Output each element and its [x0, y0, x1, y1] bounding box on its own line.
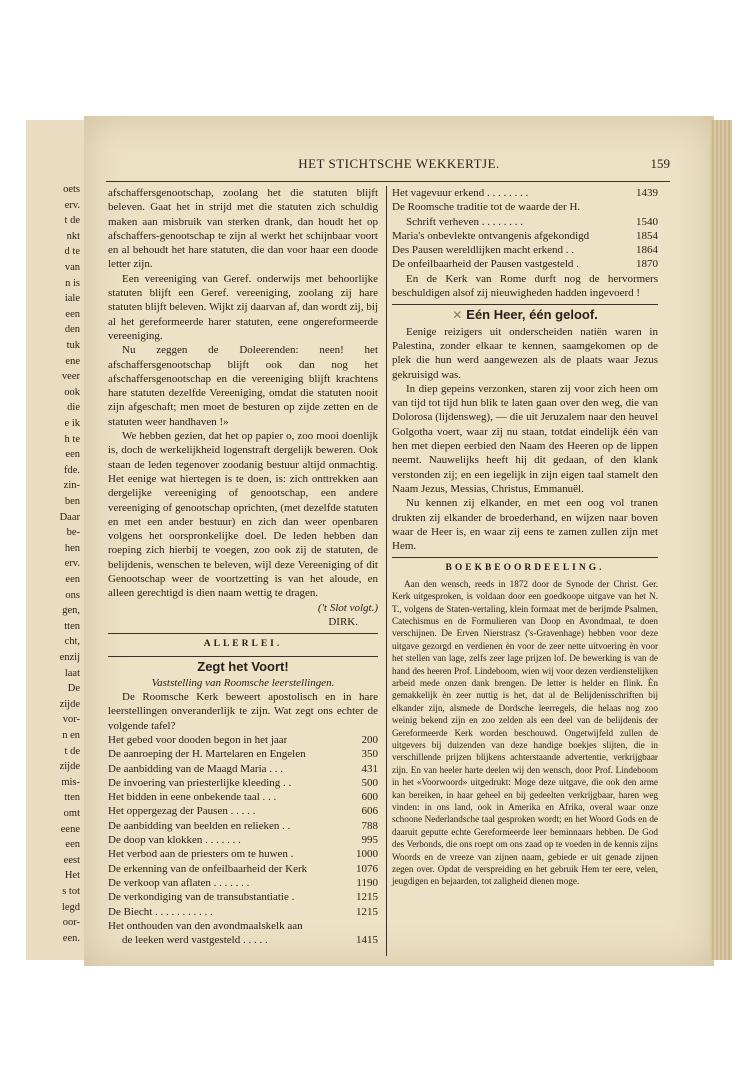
row-year: 1854 — [636, 229, 658, 242]
row-text: De aanbidding van de Maagd Maria . . . — [108, 762, 284, 775]
facing-page-fragment: den — [64, 324, 80, 336]
facing-page-fragment: die — [67, 402, 80, 414]
page-edges — [710, 120, 732, 960]
row-year: 431 — [361, 762, 378, 775]
row-text: De invoering van priesterlijke kleeding . . — [108, 776, 292, 789]
facing-page-fragment: hen — [64, 542, 80, 554]
row-year: 1215 — [356, 905, 378, 918]
facing-page-fragment: e ik — [64, 418, 80, 429]
page-title: HET STICHTSCHE WEKKERTJE. — [298, 156, 500, 171]
facing-page-fragment: n en — [62, 730, 80, 741]
facing-page-fragment: eest — [63, 854, 80, 866]
facing-page-fragment: tuk — [66, 340, 80, 351]
table-row — [108, 762, 378, 776]
facing-page-fragment: De — [67, 683, 80, 695]
row-year: 1190 — [356, 876, 378, 889]
paragraph: afschaffersgenootschap, zoolang het die statuten blijft beleven. Gaat het in strijd met die statuten zich schuldig maken aan misbruik van sterken drank, dan houdt het op afschaffers-genootschap te zijn al werkt het schijnbaar voort en al behoudt het hare statuten, die dan voor haar een doode letter zijn. — [108, 187, 378, 271]
facing-page-fragment: ons — [65, 589, 80, 601]
row-text: De verkondiging van de transubstantiatie . — [108, 891, 295, 904]
section-heading: ALLERLEI. — [203, 639, 283, 650]
column-divider — [386, 186, 387, 956]
row-text: De Biecht . . . . . . . . . . . — [108, 905, 213, 918]
facing-page-fragment: vor- — [62, 714, 80, 726]
facing-page-fragment: nkt — [66, 230, 80, 242]
paragraph: Een vereeniging van Geref. onderwijs met behoorlijke statuten blijft een Geref. vereeniging, zoolang zij hare statuten blijft beleven. Wijkt zij daarvan af, dan wordt zij, bij al het gereformeerde harer statuten, eene ongereformeerde vereeniging. — [108, 272, 378, 342]
book-review — [392, 578, 658, 888]
facing-page-fragment: n is — [65, 277, 80, 289]
facing-page-fragment: een — [65, 839, 80, 851]
facing-page-fragment: tten — [64, 792, 80, 804]
row-year: 200 — [361, 733, 378, 746]
row-year: 995 — [361, 834, 378, 847]
table-row — [108, 862, 378, 876]
table-row — [392, 257, 658, 271]
facing-page-fragment: eene — [60, 823, 80, 835]
table-row — [108, 890, 378, 904]
facing-page-fragment: Het — [64, 870, 80, 882]
facing-page-fragment: zijde — [59, 698, 80, 710]
facing-page-fragment: h te — [64, 433, 80, 445]
section-rule — [108, 633, 378, 634]
facing-page-fragment: oor- — [62, 917, 80, 929]
table-row — [392, 186, 658, 200]
facing-page-fragment: oets — [63, 184, 80, 195]
facing-page-fragment: fde. — [63, 464, 80, 476]
row-text: Des Pausen wereldlijken macht erkend . . — [392, 244, 575, 257]
section-rule — [392, 557, 658, 558]
facing-page-fragment: een — [65, 574, 80, 585]
facing-page-fragment: cht, — [64, 636, 80, 648]
table-row — [108, 876, 378, 890]
facing-page-fragment: Daar — [59, 511, 80, 523]
row-text: De doop van klokken . . . . . . . — [108, 834, 241, 847]
table-row — [108, 919, 378, 933]
row-year: 1415 — [356, 934, 378, 947]
row-text: Maria's onbevlekte ontvangenis afgekondigd — [392, 229, 590, 242]
section-rule — [392, 304, 658, 305]
row-text: Het gebed voor dooden begon in het jaar — [108, 733, 288, 746]
row-text: Het vagevuur erkend . . . . . . . . — [392, 187, 529, 199]
facing-page-fragment: zijde — [59, 761, 80, 773]
row-text: De aanroeping der H. Martelaren en Engelen — [108, 748, 306, 761]
facing-page-fragment: mis- — [61, 776, 80, 788]
row-text: De Roomsche traditie tot de waarde der H. — [392, 201, 581, 214]
facing-page-fragment: ben — [64, 496, 80, 507]
table-row — [108, 933, 378, 947]
paragraph: Nu kennen zij elkander, en met een oog vol tranen drukten zij elkander de broederhand, en wijzen naar boven waar de Heer is, en waar zij eens te zamen zullen zijn met Hem. — [392, 497, 658, 553]
running-head — [84, 156, 714, 176]
table-row — [392, 215, 658, 229]
paragraph: In diep gepeins verzonken, staren zij voor zich heen om van tijd tot tijd hun blik te laten gaan over den weg, die van Dolorosa (lijdensweg), — die uit Jeruzalem naar den heuvel Golgotha voert, waar zij nu staan, totdat eindelijk één van hen met diepen eerbied den Naam des Heeren op de lippen neemt. Nauwelijks heeft hij dit gedaan, of den klank verstonden zij; en een iegelijk in zijn eigen taal stamelt den Naam Jezus, Messias, Christus, Emmanuël. — [392, 382, 658, 495]
facing-page-fragment: legd — [61, 901, 80, 913]
row-year: 788 — [361, 819, 378, 832]
facing-page-fragment: ene — [65, 355, 80, 367]
facing-page-fragment: gen, — [62, 605, 80, 617]
row-year: 606 — [361, 805, 378, 818]
paragraph: Eenige reizigers uit onderscheiden natiën waren in Palestina, zonder elkaar te kennen, saamgekomen op de plek die hun werd aangewezen als de plaats waar Jezus gekruisigd was. — [392, 325, 658, 381]
row-text: Schrift verheven . . . . . . . . — [406, 215, 523, 228]
row-year: 500 — [361, 776, 378, 789]
row-year: 1076 — [356, 862, 378, 875]
table-row — [392, 200, 658, 214]
table-row — [108, 804, 378, 818]
section-heading: BOEKBEOORDEELING. — [445, 563, 605, 574]
article-intro: De Roomsche Kerk beweert apostolisch en in hare leerstellingen onveranderlijk te zijn. Wat zegt ons echter de volgende tafel? — [108, 691, 378, 732]
table-row — [108, 847, 378, 861]
article-title — [392, 308, 658, 322]
left-column — [108, 186, 378, 947]
row-text: de leeken werd vastgesteld . . . . . — [122, 934, 268, 947]
facing-page-fragment: van — [64, 262, 80, 273]
left-page-margin — [26, 120, 86, 960]
row-text: Het bidden in eene onbekende taal . . . — [108, 791, 277, 804]
page-number: 159 — [650, 156, 670, 171]
table-row — [108, 747, 378, 761]
page — [84, 116, 714, 966]
cross-mark-icon: ✕ — [452, 308, 463, 323]
row-text: De erkenning van de onfeilbaarheid der Kerk — [108, 862, 308, 875]
row-text: De aanbidding van beelden en relieken . . — [108, 819, 291, 832]
row-text: Het onthouden van den avondmaalskelk aan — [108, 919, 303, 932]
facing-page-fragment: ook — [64, 386, 80, 398]
facing-page-fragment: iale — [64, 293, 80, 305]
header-rule — [106, 181, 670, 182]
facing-page-fragment: erv. — [64, 199, 80, 211]
row-year: 350 — [361, 748, 378, 761]
facing-page-fragment: t de — [64, 215, 80, 227]
paragraph: Nu zeggen de Doleerenden: neen! het afschaffersgenootschap blijft ook dan nog het afschaffersgenootschap en die vereeniging blijft krachtens hare statuten dezelfde Vereeniging, omdat die statuten nooit zijn afgeschaft; men moet de besturen op zijde zetten en de statuten weer handhaven !» — [108, 344, 378, 428]
row-text: De verkoop van aflaten . . . . . . . — [108, 876, 250, 889]
facing-page-fragment: d te — [64, 246, 80, 258]
facing-page-fragment: enzij — [59, 652, 80, 663]
facing-page-fragment: een — [65, 449, 80, 461]
row-year — [374, 919, 378, 933]
row-year — [654, 200, 658, 214]
table-row — [108, 790, 378, 804]
table-row — [392, 243, 658, 257]
table-row — [392, 229, 658, 243]
row-year: 1864 — [636, 244, 658, 257]
row-year: 1439 — [636, 187, 658, 199]
chronology-table-continued — [392, 186, 658, 272]
article-title: Zegt het Voort! — [197, 658, 289, 674]
facing-page-fragment: s tot — [62, 886, 80, 897]
facing-page-fragment: omt — [63, 808, 80, 819]
review-paragraph: Aan den wensch, reeds in 1872 door de Synode der Christ. Ger. Kerk uitgesproken, is voldaan door een goedkoope uitgave van het N. T., volgens de Staten-vertaling, klein formaat met de berijmde Psalmen, Catechismus en de Formulieren van Doop en Avondmaal, te doen verschijnen. De Erven Nierstrasz ('s-Gravenhage) hebben voor deze uitgave gezorgd en verdienen èn voor de zeer nette uitvoering èn voor het stellen van lage, zelfs zeer lage prijzen lof. De bewerking is van de hand des heeren Prof. Lindeboom, wien wij voor dezen verdienstelijken arbeid mede onzen dank brengen. De letter is helder en flink. Èn gemakkelijk èn zeer nuttig is het, dat al de Belijdenisschriften bij elkander zijn, alsmede de Dordsche leerregels, die helaas nog zoo weinig bekend zijn en zoo zelden als een deel van de belijdenis der Gereformeerde Kerk worden beschouwd. Ongetwijfeld zullen de uitgevers bij duizenden van deze handige boekjes slijten, die in verschillende prijzen blijkens achterstaande advertentie, verkrijgbaar zijn. En van heeler harte deelen wij den wensch, door Prof. Lindeboom in het «Voorwoord» uitgedrukt: Moge deze uitgave, die ook den arme kan bereiken, in haar geheel en bij gedeelten verkrijgbaar, haren weg vinden: in ons land, ook in Amerika en Afrika, overal waar onze schoone Nederlandsche taal gesproken wordt; en het Woord Gods en de daaruit geputte echte Gereformeerde leer beminnaars hebben. De God des Verbonds, die ons roept om ons zaad op te voeden in de kennis zijns Woords en de vreeze van zijnen naam, gebiede er uit genade zijnen zegen over. Opdat de verspreiding en het gebruik Hem ter eere, velen, jeugdigen en bejaarden, tot zaligheid dienen moge. — [392, 578, 658, 887]
facing-page-fragment: veer — [61, 371, 80, 383]
table-outro: En de Kerk van Rome durft nog de hervormers beschuldigen alsof zij nieuwigheden hadden ingevoerd ! — [392, 272, 658, 300]
facing-page-fragment: t de — [64, 745, 80, 757]
signature: DIRK. — [328, 615, 358, 628]
table-row — [108, 819, 378, 833]
to-be-continued: ('t Slot volgt.) — [317, 601, 378, 614]
facing-page-fragment: een — [65, 308, 80, 320]
row-year: 1215 — [356, 891, 378, 904]
row-text: Het verbod aan de priesters om te huwen . — [108, 848, 294, 861]
facing-page-fragment: erv. — [64, 558, 80, 570]
table-row — [108, 776, 378, 790]
row-year: 1870 — [636, 258, 658, 271]
right-column — [392, 186, 658, 888]
row-year: 1000 — [356, 848, 378, 861]
table-row — [108, 733, 378, 747]
chronology-table — [108, 733, 378, 947]
row-text: Het oppergezag der Pausen . . . . . — [108, 805, 256, 818]
table-row — [108, 833, 378, 847]
row-text: De onfeilbaarheid der Pausen vastgesteld . — [392, 258, 579, 271]
section-rule — [108, 656, 378, 657]
facing-page-fragment: zin- — [63, 480, 80, 492]
row-year: 1540 — [636, 215, 658, 228]
facing-page-fragment: be- — [66, 527, 80, 539]
facing-page-fragment: tten — [64, 620, 80, 632]
row-year: 600 — [361, 791, 378, 804]
table-row — [108, 905, 378, 919]
facing-page-fragment: een. — [62, 932, 80, 944]
article-subtitle: Vaststelling van Roomsche leerstellingen. — [151, 676, 335, 689]
paragraph: We hebben gezien, dat het op papier o, zoo mooi doenlijk is, doch de werkelijkheid logenstraft dergelijk beweren. Ook staan de leden tegenover zoodanig bestuur altijd onmachtig. Het eenige wat hiertegen is te doen, is: zich onttrekken aan dergelijke vereeniging of genootschap, een andere vereeniging of genootschap oprichten, (met dezelfde statuten en met een ander bestuur) en zich dan weer openbaren volgens het oorspronkelijke doel. De leden hebben dan roeping zich hierbij te voegen, zoo ook zij de statuten, de belijdenis, wenschen te beleven, wijl deze Vereeniging of dit Genootschap weer de voortzetting is van het aloude, en alleen gerechtigd is dien naam wettig te dragen. — [108, 430, 378, 600]
facing-page-fragment: laat — [64, 667, 80, 679]
article-title-text: Eén Heer, één geloof. — [466, 307, 598, 323]
